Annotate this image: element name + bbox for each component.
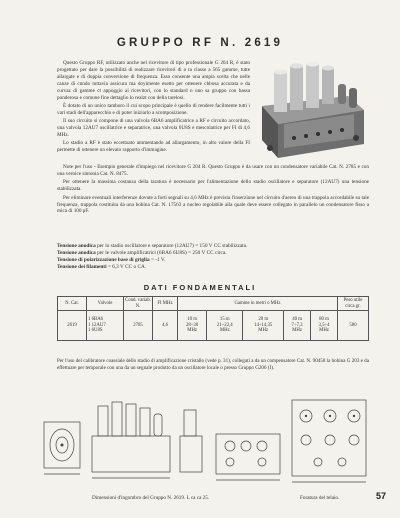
spec-label: Tensione dei filamenti — [57, 264, 107, 270]
spec-line — [57, 250, 369, 257]
spec-text: per lo stadio oscillatore e separatore (12AU7) = 150 V CC stabilizzata. — [97, 243, 248, 249]
table-header: Cond. variab. N. — [124, 297, 153, 311]
valvole-cell — [87, 311, 124, 341]
gamma-band: 15 m — [219, 317, 230, 323]
valve-item: 1 6BA6 — [88, 317, 104, 323]
rf-group-photo — [256, 58, 368, 162]
table-header: FI MHz — [153, 297, 178, 311]
gamma-band: 10 m — [187, 317, 197, 323]
spec-text: per le valvole amplificatrici (6BA6 6U8S) = 250 V CC circa. — [97, 250, 227, 256]
gamma-range: 14÷14,35 — [254, 322, 273, 328]
footnote: Per l'uso del calibratore coassiale dello stadio di amplificazione cristallo (vede p. 31), collegati a da un compensatore Cat. N. 90458 la bobina G 203 e da effettuare per temporale con una da un segnale prodotto da un oscillatore locale o presso Gruppo G206 (I). — [57, 358, 369, 371]
spec-line — [57, 243, 369, 250]
cond-cell: 2785 — [124, 311, 153, 341]
peso-cell: 580 — [338, 311, 369, 341]
intro-paragraph: Il suo circuito si compone di una valvola 6BA6 amplificatrice a RF e circuito accordato, una valvola 12AU7 oscillatrice e separatrice, una valvola 6U8S e mescolatrice per FI di 4,6 MHz. — [57, 118, 250, 139]
gamma-unit: MHz — [219, 328, 230, 334]
table-header: Valvole — [87, 297, 124, 311]
gamma-cell — [311, 311, 338, 341]
gamma-unit: MHz — [292, 328, 302, 334]
gamma-band: 40 m — [292, 317, 302, 323]
table-header: Gamme in metri o MHz — [178, 297, 338, 311]
gamma-band: 20 m — [258, 317, 269, 323]
table-row — [58, 311, 369, 341]
spec-text: = -1 V. — [150, 257, 166, 263]
drawing-caption-right: Foratura del telaio. — [300, 495, 340, 501]
intro-text — [57, 60, 250, 156]
gamma-unit: MHz — [258, 328, 269, 334]
table-header: Peso utile circa gr. — [338, 297, 369, 311]
spec-text: = 6,3 V CC o CA. — [107, 264, 147, 270]
intro-paragraph: Lo stadio a RF è stato eccettuato ammentando ad allargamento, in alto valore della FI permette di ottenere un elevato rapporto d'immagine. — [57, 140, 250, 154]
fi-cell: 4,6 — [153, 311, 178, 341]
intro-paragraph: È dotato di un unico tamburo il cui scopo principale è quello di rendere facilmente tutti i vari stadi dell'apparecchio e di poter iniziarlo a scomposizione. — [57, 102, 250, 116]
fundamental-data-table — [57, 296, 369, 341]
gamma-range: 28÷30 — [186, 322, 199, 328]
gamma-cell — [243, 311, 284, 341]
gamma-range: 3,5÷4 — [318, 322, 330, 328]
spec-label: Tensione anodica — [57, 243, 96, 249]
gamma-cell — [207, 311, 243, 341]
gamma-unit: MHz — [187, 328, 198, 334]
valve-item: 1 12AU7 — [88, 322, 106, 328]
gamma-band: 80 m — [319, 317, 329, 323]
table-header: N. Cat. — [58, 297, 87, 311]
note-paragraph: Per ottenere la massima costanza della taratura è necessario per l'alimentazione dello stadio oscillatore e separatore (12AU7) una tensione stabilizzata. — [57, 179, 369, 193]
gamma-range: 7÷7,3 — [291, 322, 303, 328]
spec-label: Tensione di polarizzazione base di griglia — [57, 257, 150, 263]
spec-line — [57, 257, 369, 264]
spec-line — [57, 264, 369, 271]
note-paragraph: Per eliminare eventuali interferenze dovute a forti segnali su 4,6 MHz è prevista l'inserzione nel circuito d'aereo di una trappola accordabile su tale frequenza, trappola costituita da una bobina Cat. N. 17563 a nucleo regolabile alla quale deve essere collegato in parallelo un condensatore fisso a mica di 100 pF. — [57, 194, 369, 215]
cat-cell: 2619 — [58, 311, 87, 341]
page-title: GRUPPO RF N. 2619 — [116, 37, 284, 49]
technical-drawings — [40, 392, 370, 492]
usage-notes — [57, 164, 369, 217]
valve-item: 1 6U8S — [88, 328, 103, 334]
note-paragraph: Note per l'uso - Esempio generale d'impiego nel ricevitore G 204 R. Questo Gruppo è da usare con un condensatore variabile Cat. N. 2785 e con una vernice sintonia Cat. N. 8475. — [57, 164, 369, 177]
drawing-caption-left: Dimensioni d'ingombro del Gruppo N. 2619. L ca ca 25. — [92, 495, 210, 501]
page-number: 57 — [376, 491, 387, 501]
table-header-row — [58, 297, 369, 311]
gamma-range: 21÷22,4 — [216, 322, 233, 328]
gamma-cell — [284, 311, 311, 341]
spec-label: Tensione anodica — [57, 250, 96, 256]
gamma-unit: MHz — [319, 328, 329, 334]
intro-paragraph: Questo Gruppo RF, utilizzato anche nel ricevitore di tipo professionale G 204 R, è stato progettato per dare la possibilità di realizzare ricevitori di o ta classe a 565 gamme, tutte allargate e di doppia conversione di frequenza. Esso consente una ampia scelta che nelle canze di cnndo tuttavia assicura ma doyimente esetto per ottenere cbbosa accurata e da curvaz di gamme ct appoggio ai ricevitori, con lo standard n uno sa gruppo con bassa ponderosa e comune fine dettaglio lo realzt con della tarelosi. — [57, 60, 250, 101]
gamma-cell — [178, 311, 207, 341]
section-title: DATI FONDAMENTALI — [143, 283, 257, 292]
